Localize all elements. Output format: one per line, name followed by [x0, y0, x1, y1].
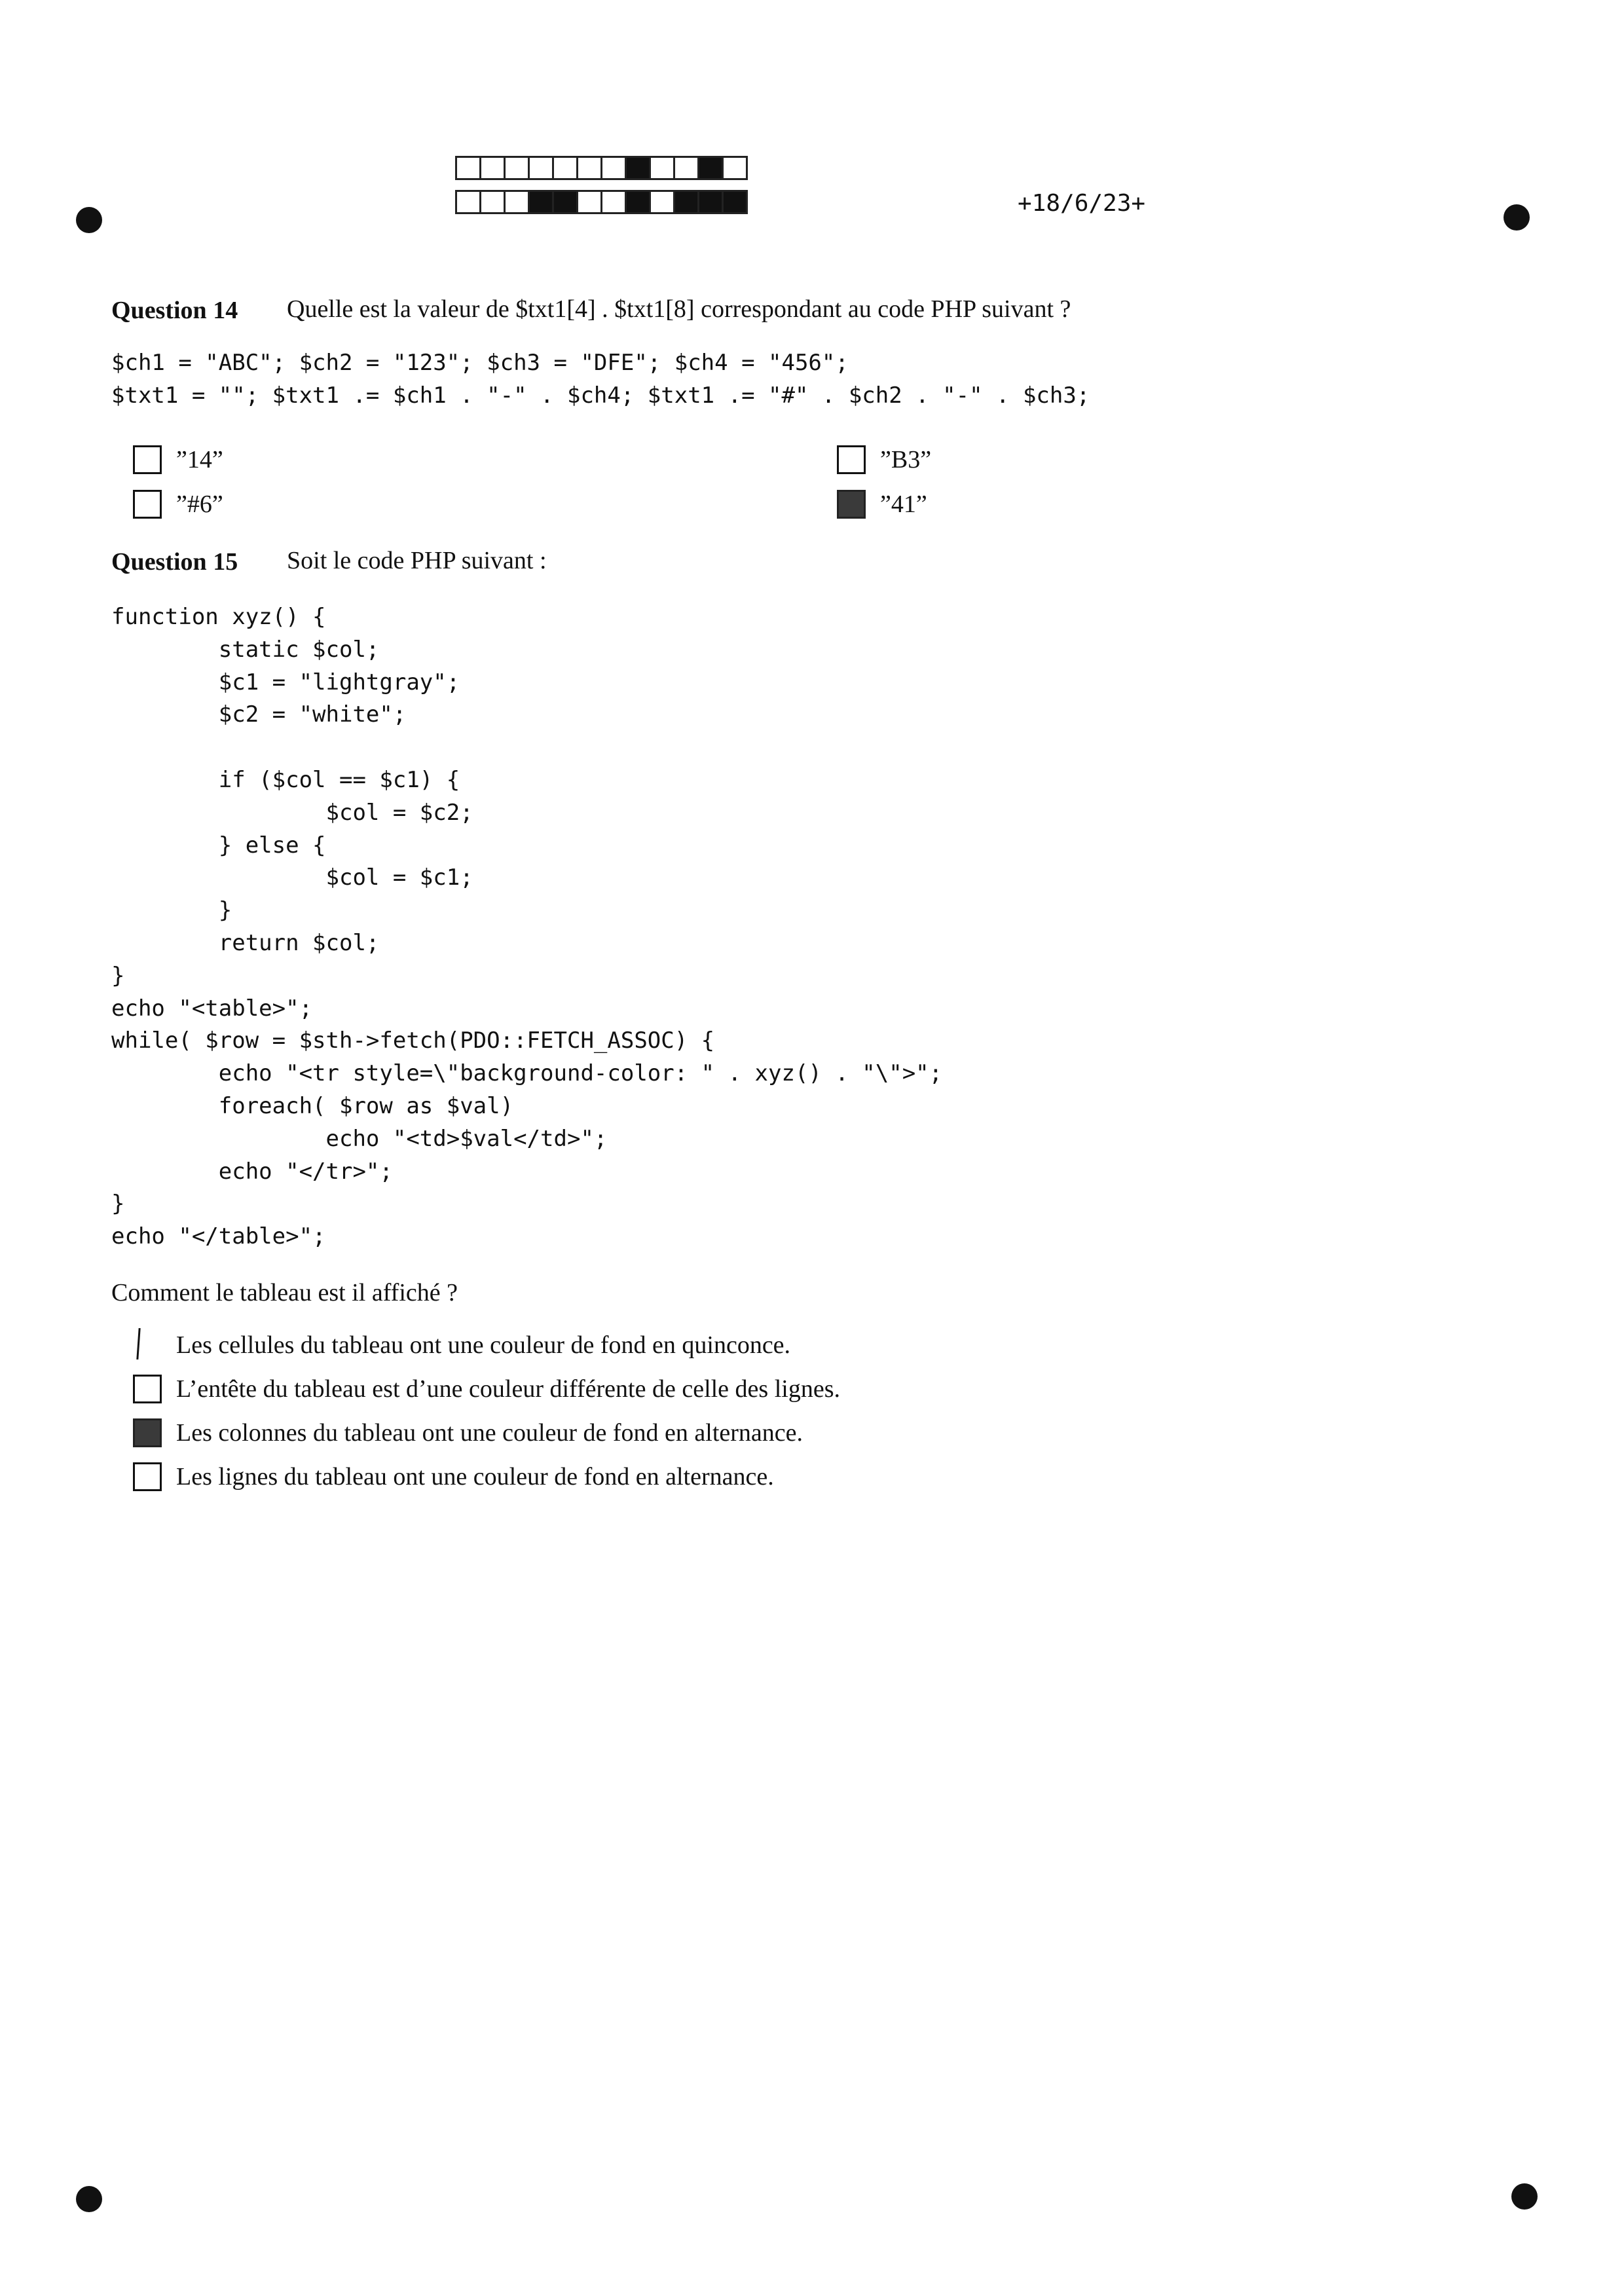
checkbox[interactable]: [133, 445, 162, 474]
barcode-cell: [578, 190, 602, 214]
checkbox[interactable]: [133, 1331, 162, 1360]
choice-label: Les lignes du tableau ont une couleur de fond en alternance.: [176, 1463, 774, 1491]
barcode-cell: [578, 156, 602, 180]
barcode-cell: [530, 190, 554, 214]
question-14-label: Question 14: [111, 297, 238, 324]
barcode-cell: [554, 190, 578, 214]
checkbox[interactable]: [133, 1418, 162, 1447]
registration-mark-bottom-left: [76, 2186, 102, 2212]
q15-choice-quinconce[interactable]: [133, 1331, 790, 1360]
barcode-cell: [675, 156, 699, 180]
q14-choice-14[interactable]: [133, 445, 223, 474]
choice-label: ”41”: [880, 491, 927, 518]
question-15-prompt: Soit le code PHP suivant :: [287, 547, 547, 574]
checkbox[interactable]: [133, 1462, 162, 1491]
barcode-cell: [699, 190, 724, 214]
question-15-followup: Comment le tableau est il affiché ?: [111, 1279, 458, 1306]
question-15-label: Question 15: [111, 548, 238, 576]
barcode-row-1: [455, 156, 748, 180]
q14-choice-b3[interactable]: [837, 445, 931, 474]
q15-choice-lignes[interactable]: [133, 1462, 774, 1491]
barcode-cell: [724, 156, 748, 180]
registration-mark-top-right: [1504, 204, 1530, 231]
barcode-cell: [481, 156, 506, 180]
registration-mark-top-left: [76, 207, 102, 233]
checkbox[interactable]: [133, 1375, 162, 1403]
registration-mark-bottom-right: [1511, 2183, 1538, 2210]
barcode-cell: [699, 156, 724, 180]
q14-choice-hash6[interactable]: [133, 490, 223, 519]
barcode-cell: [602, 156, 627, 180]
barcode-cell: [675, 190, 699, 214]
checkbox[interactable]: [837, 490, 866, 519]
question-14-prompt: Quelle est la valeur de $txt1[4] . $txt1[8] correspondant au code PHP suivant ?: [287, 295, 1071, 323]
question-15-code: function xyz() { static $col; $c1 = "lightgray"; $c2 = "white"; if ($col == $c1) { $col = $c2; } else { $col = $c1; } return $col; } echo "<table>"; while( $row = $sth->fetch(PDO::FETCH_ASSOC) { echo "<tr style=\"background-color: " . xyz() . "\">"; foreach( $row as $val) echo "<td>$val</td>"; echo "</tr>"; } echo "</table>";: [111, 604, 943, 1250]
checkbox[interactable]: [133, 490, 162, 519]
barcode-cell: [481, 190, 506, 214]
choice-label: ”B3”: [880, 446, 932, 473]
barcode-cell: [457, 156, 481, 180]
barcode-row-2: [455, 190, 748, 214]
choice-label: ”#6”: [176, 491, 223, 518]
question-14-code: $ch1 = "ABC"; $ch2 = "123"; $ch3 = "DFE"; $ch4 = "456"; $txt1 = ""; $txt1 .= $ch1 . "-" . $ch4; $txt1 .= "#" . $ch2 . "-" . $ch3;: [111, 350, 1090, 409]
barcode-cell: [554, 156, 578, 180]
barcode-cell: [530, 156, 554, 180]
barcode-cell: [627, 190, 651, 214]
barcode-cell: [506, 190, 530, 214]
q14-choice-41[interactable]: [837, 490, 927, 519]
barcode-cell: [602, 190, 627, 214]
page-code: +18/6/23+: [1018, 190, 1146, 217]
barcode-cell: [651, 190, 675, 214]
q15-choice-colonnes[interactable]: [133, 1418, 803, 1447]
choice-label: Les colonnes du tableau ont une couleur de fond en alternance.: [176, 1419, 803, 1447]
barcode-cell: [627, 156, 651, 180]
barcode-cell: [457, 190, 481, 214]
choice-label: Les cellules du tableau ont une couleur de fond en quinconce.: [176, 1331, 791, 1359]
q15-choice-entete[interactable]: [133, 1375, 840, 1403]
checkbox[interactable]: [837, 445, 866, 474]
barcode-cell: [724, 190, 748, 214]
barcode-cell: [506, 156, 530, 180]
choice-label: ”14”: [176, 446, 223, 473]
choice-label: L’entête du tableau est d’une couleur différente de celle des lignes.: [176, 1375, 840, 1403]
barcode-cell: [651, 156, 675, 180]
